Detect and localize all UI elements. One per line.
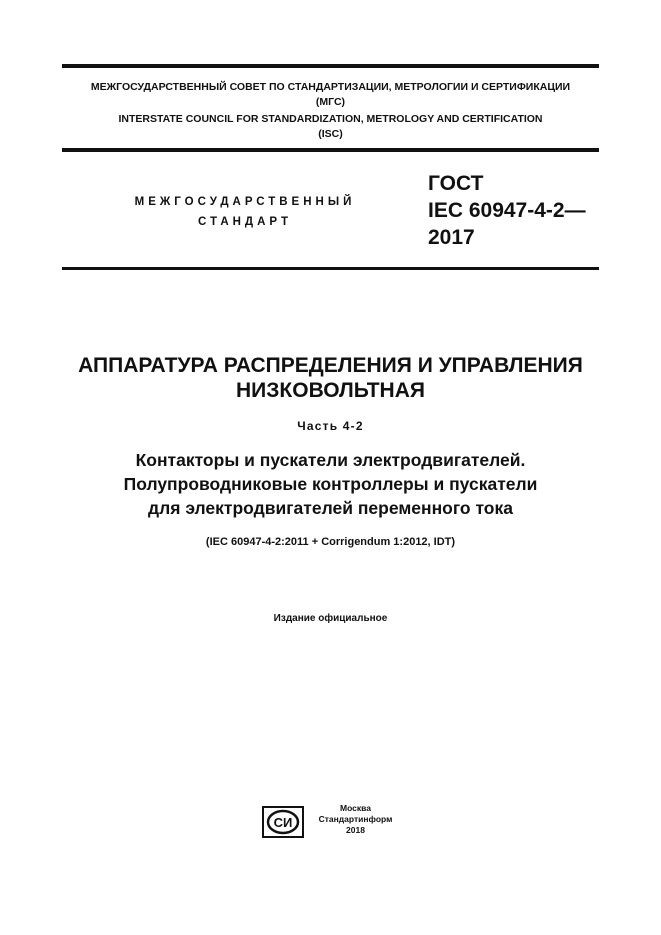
council-ru bbox=[62, 80, 599, 110]
council-ru-line2: (МГС) bbox=[315, 96, 346, 108]
main-title-line2: НИЗКОВОЛЬТНАЯ bbox=[236, 379, 425, 402]
main-title-line1: АППАРАТУРА РАСПРЕДЕЛЕНИЯ И УПРАВЛЕНИЯ bbox=[78, 354, 583, 377]
gost-designation bbox=[428, 170, 586, 251]
council-en-line1: INTERSTATE COUNCIL FOR STANDARDIZATION, METROLOGY AND CERTIFICATION bbox=[118, 113, 543, 125]
header-rule bbox=[62, 148, 599, 152]
gost-line1: ГОСТ bbox=[428, 172, 484, 195]
council-ru-line1: МЕЖГОСУДАРСТВЕННЫЙ СОВЕТ ПО СТАНДАРТИЗАЦИИ, МЕТРОЛОГИИ И СЕРТИФИКАЦИИ bbox=[90, 81, 571, 93]
publisher-year: 2018 bbox=[346, 825, 365, 835]
subtitle-line1: Контакторы и пускатели электродвигателей. bbox=[135, 450, 526, 470]
council-en-line2: (ISC) bbox=[318, 128, 343, 140]
gost-line2: IEC 60947-4-2— bbox=[428, 199, 586, 222]
top-rule bbox=[62, 64, 599, 68]
standartinform-logo-icon bbox=[262, 806, 304, 838]
part-label: Часть 4-2 bbox=[297, 419, 364, 433]
council-en bbox=[62, 112, 599, 142]
main-title bbox=[40, 353, 621, 403]
publisher-name: Стандартинформ bbox=[318, 814, 393, 824]
publisher-city: Москва bbox=[340, 803, 371, 813]
standard-type-line1: МЕЖГОСУДАРСТВЕННЫЙ bbox=[134, 196, 356, 208]
subtitle-line3: для электродвигателей переменного тока bbox=[148, 498, 513, 518]
subtitle bbox=[40, 448, 621, 520]
gost-line3: 2017 bbox=[428, 226, 475, 249]
standard-type-line2: СТАНДАРТ bbox=[198, 216, 292, 228]
logo-text: СИ bbox=[273, 815, 293, 830]
edition-label: Издание официальное bbox=[273, 613, 388, 624]
standard-type bbox=[100, 192, 390, 232]
designation-rule bbox=[62, 267, 599, 270]
subtitle-line2: Полупроводниковые контроллеры и пускатели bbox=[123, 474, 538, 494]
publisher-info bbox=[308, 803, 403, 836]
iec-reference: (IEC 60947-4-2:2011 + Corrigendum 1:2012, IDT) bbox=[205, 536, 456, 548]
